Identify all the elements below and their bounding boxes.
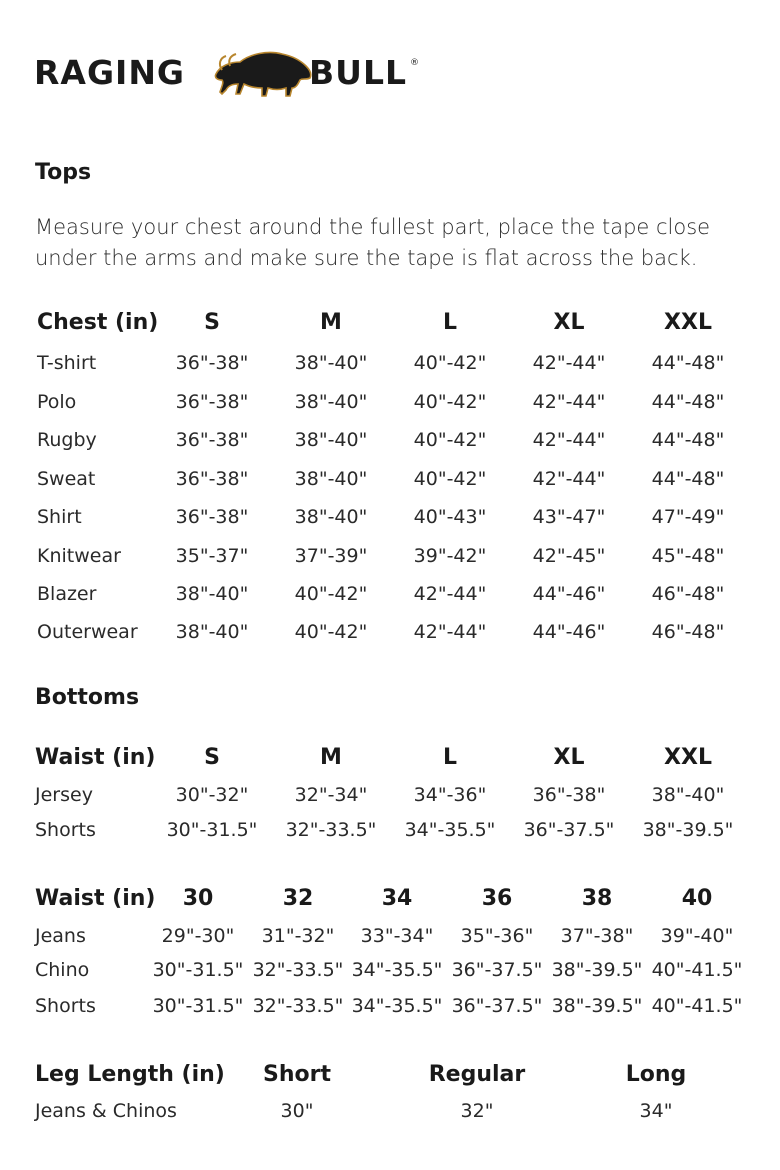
column-header: Long xyxy=(625,1062,687,1087)
table-row xyxy=(0,621,780,651)
table-cell: 44"-48" xyxy=(651,391,725,413)
table-cell: 30"-31.5" xyxy=(152,959,244,981)
table-row xyxy=(0,959,780,989)
table-cell: 38"-39.5" xyxy=(551,995,643,1017)
table-cell: 36"-37.5" xyxy=(451,959,543,981)
table-cell: 32"-34" xyxy=(294,784,368,806)
table-cell: 44"-46" xyxy=(532,621,606,643)
row-label: Shirt xyxy=(37,506,82,528)
table-cell: 30"-31.5" xyxy=(152,995,244,1017)
row-label: Jeans xyxy=(35,925,86,947)
table-cell: 43"-47" xyxy=(532,506,606,528)
table-cell: 42"-45" xyxy=(532,545,606,567)
table-cell: 40"-41.5" xyxy=(651,959,743,981)
table-row xyxy=(0,1100,780,1130)
table-cell: 44"-48" xyxy=(651,352,725,374)
table-cell: 37"-39" xyxy=(294,545,368,567)
column-header: 38 xyxy=(581,886,613,911)
table-cell: 38"-40" xyxy=(294,352,368,374)
table-cell: 30" xyxy=(280,1100,314,1122)
column-header: XL xyxy=(553,310,585,335)
table-cell: 36"-37.5" xyxy=(523,819,615,841)
table-cell: 36"-38" xyxy=(175,429,249,451)
table-cell: 40"-41.5" xyxy=(651,995,743,1017)
table-cell: 34"-35.5" xyxy=(404,819,496,841)
column-header-label: Leg Length (in) xyxy=(35,1062,225,1087)
table-cell: 38"-40" xyxy=(175,583,249,605)
table-cell: 38"-40" xyxy=(294,468,368,490)
tops-heading: Tops xyxy=(35,160,92,185)
table-cell: 44"-48" xyxy=(651,429,725,451)
row-label: Outerwear xyxy=(37,621,138,643)
table-cell: 31"-32" xyxy=(261,925,335,947)
tops-instructions-line-1: Measure your chest around the fullest part, place the tape close xyxy=(35,215,711,239)
table-row xyxy=(0,819,780,849)
row-label: Shorts xyxy=(35,995,96,1017)
table-cell: 33"-34" xyxy=(360,925,434,947)
column-header: XXL xyxy=(664,310,712,335)
table-row xyxy=(0,506,780,536)
row-label: Rugby xyxy=(37,429,97,451)
raging-bull-logo xyxy=(34,44,434,98)
table-cell: 34"-36" xyxy=(413,784,487,806)
row-label: Polo xyxy=(37,391,77,413)
table-cell: 30"-32" xyxy=(175,784,249,806)
table-cell: 40"-42" xyxy=(413,352,487,374)
column-header: 30 xyxy=(182,886,214,911)
table-cell: 40"-42" xyxy=(294,583,368,605)
column-header-label: Chest (in) xyxy=(37,310,159,335)
column-header: 36 xyxy=(481,886,513,911)
table-cell: 38"-40" xyxy=(294,391,368,413)
column-header: Short xyxy=(263,1062,331,1087)
table-cell: 34"-35.5" xyxy=(351,995,443,1017)
table-cell: 40"-42" xyxy=(294,621,368,643)
table-row xyxy=(0,784,780,814)
column-header: L xyxy=(442,310,458,335)
table-cell: 45"-48" xyxy=(651,545,725,567)
column-header: S xyxy=(204,745,220,770)
table-cell: 34" xyxy=(639,1100,673,1122)
table-header-row xyxy=(0,310,780,340)
table-header-row xyxy=(0,1062,780,1092)
table-cell: 32" xyxy=(460,1100,494,1122)
table-cell: 40"-42" xyxy=(413,468,487,490)
table-cell: 29"-30" xyxy=(161,925,235,947)
table-cell: 39"-40" xyxy=(660,925,734,947)
registered-mark: ® xyxy=(410,58,419,68)
table-row xyxy=(0,391,780,421)
table-cell: 30"-31.5" xyxy=(166,819,258,841)
table-cell: 38"-39.5" xyxy=(551,959,643,981)
table-cell: 46"-48" xyxy=(651,621,725,643)
table-row xyxy=(0,468,780,498)
table-row xyxy=(0,545,780,575)
table-cell: 42"-44" xyxy=(532,468,606,490)
row-label: Jeans & Chinos xyxy=(35,1100,177,1122)
table-cell: 36"-37.5" xyxy=(451,995,543,1017)
table-cell: 34"-35.5" xyxy=(351,959,443,981)
column-header: 32 xyxy=(282,886,314,911)
table-cell: 40"-42" xyxy=(413,391,487,413)
column-header: 40 xyxy=(681,886,713,911)
bull-icon xyxy=(210,44,314,98)
table-cell: 39"-42" xyxy=(413,545,487,567)
table-cell: 35"-36" xyxy=(460,925,534,947)
row-label: Sweat xyxy=(37,468,96,490)
row-label: Shorts xyxy=(35,819,96,841)
table-row xyxy=(0,429,780,459)
table-cell: 36"-38" xyxy=(175,352,249,374)
table-cell: 36"-38" xyxy=(532,784,606,806)
table-cell: 42"-44" xyxy=(532,352,606,374)
table-cell: 38"-40" xyxy=(651,784,725,806)
table-row xyxy=(0,352,780,382)
table-cell: 40"-43" xyxy=(413,506,487,528)
table-cell: 42"-44" xyxy=(532,429,606,451)
row-label: T-shirt xyxy=(37,352,97,374)
table-cell: 38"-39.5" xyxy=(642,819,734,841)
table-cell: 32"-33.5" xyxy=(252,959,344,981)
table-cell: 44"-48" xyxy=(651,468,725,490)
tops-instructions-line-2: under the arms and make sure the tape is flat across the back. xyxy=(35,246,698,270)
table-cell: 37"-38" xyxy=(560,925,634,947)
table-cell: 38"-40" xyxy=(175,621,249,643)
bottoms-heading: Bottoms xyxy=(35,685,140,710)
table-cell: 32"-33.5" xyxy=(252,995,344,1017)
table-row xyxy=(0,925,780,955)
table-cell: 40"-42" xyxy=(413,429,487,451)
table-cell: 38"-40" xyxy=(294,506,368,528)
table-cell: 42"-44" xyxy=(532,391,606,413)
table-row xyxy=(0,995,780,1025)
table-cell: 32"-33.5" xyxy=(285,819,377,841)
logo-text-raging: RAGING xyxy=(34,53,186,92)
column-header: M xyxy=(320,310,342,335)
table-cell: 42"-44" xyxy=(413,583,487,605)
column-header: XL xyxy=(553,745,585,770)
column-header: 34 xyxy=(381,886,413,911)
row-label: Knitwear xyxy=(37,545,121,567)
table-header-row xyxy=(0,745,780,775)
column-header: S xyxy=(204,310,220,335)
row-label: Blazer xyxy=(37,583,97,605)
table-cell: 36"-38" xyxy=(175,506,249,528)
row-label: Jersey xyxy=(35,784,93,806)
column-header: L xyxy=(442,745,458,770)
column-header-label: Waist (in) xyxy=(35,745,156,770)
tops-instructions xyxy=(35,212,755,274)
column-header: M xyxy=(320,745,342,770)
table-cell: 36"-38" xyxy=(175,391,249,413)
column-header: Regular xyxy=(428,1062,526,1087)
table-cell: 38"-40" xyxy=(294,429,368,451)
column-header-label: Waist (in) xyxy=(35,886,156,911)
table-cell: 35"-37" xyxy=(175,545,249,567)
table-cell: 44"-46" xyxy=(532,583,606,605)
column-header: XXL xyxy=(664,745,712,770)
table-cell: 42"-44" xyxy=(413,621,487,643)
row-label: Chino xyxy=(35,959,90,981)
logo-text-bull: BULL xyxy=(309,53,408,92)
table-cell: 36"-38" xyxy=(175,468,249,490)
table-header-row xyxy=(0,886,780,916)
table-row xyxy=(0,583,780,613)
table-cell: 47"-49" xyxy=(651,506,725,528)
table-cell: 46"-48" xyxy=(651,583,725,605)
